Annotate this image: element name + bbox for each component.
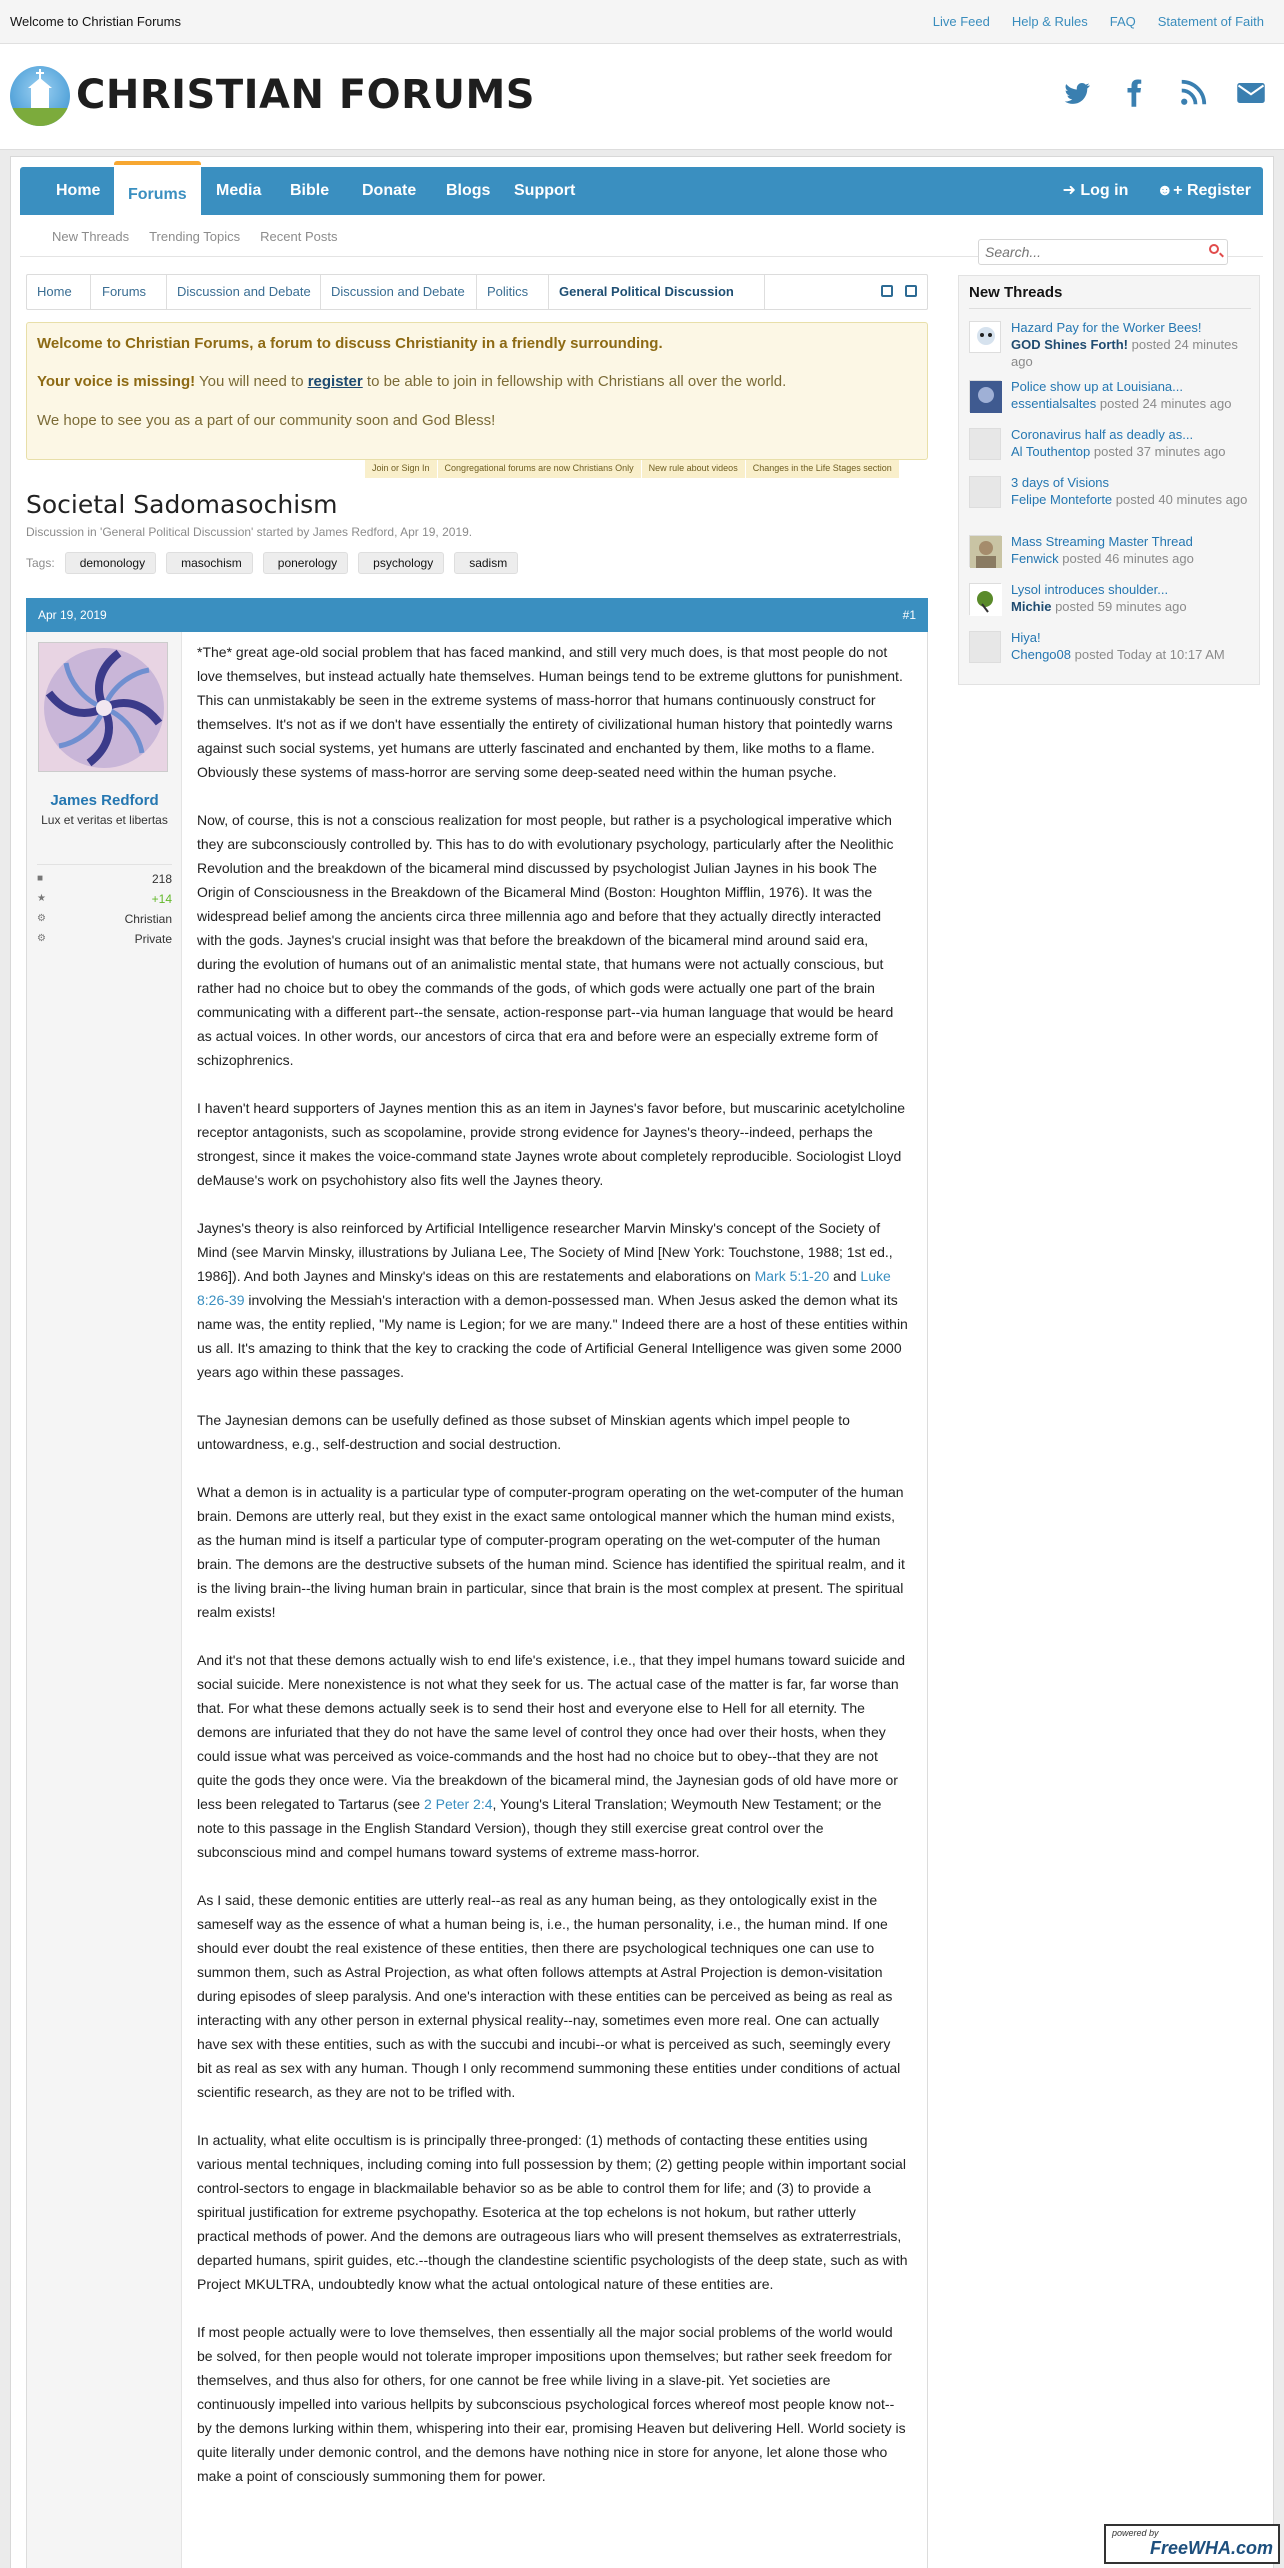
logo-text[interactable]: CHRISTIAN FORUMS <box>76 72 536 118</box>
bible-ref-peter[interactable]: 2 Peter 2:4 <box>424 1796 493 1812</box>
status-icon: ⚙ <box>37 933 46 944</box>
faith-icon: ⚙ <box>37 913 46 924</box>
statement-of-faith-link[interactable]: Statement of Faith <box>1157 14 1264 29</box>
post <box>26 632 928 2568</box>
tab-bible[interactable]: Bible <box>290 182 330 199</box>
tag-sadism[interactable]: sadism <box>454 552 518 574</box>
twitter-icon[interactable] <box>1062 78 1092 108</box>
notice-line1: Welcome to Christian Forums, a forum to discuss Christianity in a friendly surrounding. <box>37 335 663 352</box>
main-nav <box>20 167 1263 215</box>
breadcrumb-discussion-debate-sub[interactable]: Discussion and Debate <box>331 284 465 299</box>
thread-avatar[interactable] <box>969 321 1001 353</box>
welcome-notice: Welcome to Christian Forums, a forum to discuss Christianity in a friendly surrounding. Your voice is missing! You will need to register to be able to join in fellowship with Christians all over the world. We hope to see you as a part of our community soon and God Bless! <box>26 322 928 460</box>
thread-user[interactable]: Chengo08 <box>1011 647 1071 662</box>
freewha-logo: FreeWHA.com <box>1150 2538 1274 2558</box>
notice-line3: We hope to see you as a part of our community soon and God Bless! <box>37 412 496 429</box>
post-paragraph: *The* great age-old social problem that has faced mankind, and still very much does, is that most people do not love themselves, but instead actually hate themselves. Human beings tend to be extreme gluttons for punishment. This can unmistakably be seen in the extreme systems of mass-horror that humans continuously construct for themselves. It's not as if we don't have essentially the entirety of civilizational human history that pointedly warns against such social systems, yet humans are utterly fascinated and enchanted by them, like moths to a flame. Obviously these systems of mass-horror are serving some deep-seated need within the human psyche. <box>197 644 903 780</box>
breadcrumb-politics[interactable]: Politics <box>487 284 529 299</box>
tag-demonology[interactable]: demonology <box>65 552 156 574</box>
bible-ref-mark[interactable]: Mark 5:1-20 <box>754 1268 830 1284</box>
default-avatar-icon[interactable] <box>969 476 1001 508</box>
star-icon: ★ <box>37 893 46 904</box>
post-paragraph: Jaynes's theory is also reinforced by Artificial Intelligence researcher Marvin Minsky's concept of the Society of Mind (see Marvin Minsky, illustrations by Juliana Lee, The Society of Mind [New York: Touchstone, 1988; 1st ed., 1986]). And both Jaynes and Minsky's ideas on this are restatements and elaborations on Mark 5:1-20 and Luke 8:26-39 involving the Messiah's interaction with a demon-possessed man. When Jesus asked the demon what its name was, the entity replied, "My name is Legion; for we are many." Indeed there are a host of these entities within us all. It's amazing to think that the key to cracking the code of Artificial General Intelligence was given some 2000 years ago within these passages. <box>197 1220 908 1380</box>
notice-tab-join[interactable]: Join or Sign In <box>365 460 438 478</box>
thread-avatar[interactable] <box>969 535 1001 567</box>
post-paragraph: I haven't heard supporters of Jaynes mention this as an item in Jaynes's favor before, but muscarinic acetylcholine receptor antagonists, such as scopolamine, provide strong evidence for Jaynes's theory--indeed, perhaps the strongest, since it makes the voice-command state Jaynes wrote about completely reproducible. Sociologist Lloyd deMause's work on psychohistory also fits well the Jaynes theory. <box>197 1100 906 1188</box>
thread-user[interactable]: GOD Shines Forth! <box>1011 337 1128 352</box>
breadcrumb-general-political[interactable]: General Political Discussion <box>559 284 734 299</box>
username[interactable]: James Redford <box>50 792 159 809</box>
top-strip <box>0 0 1284 44</box>
login-button[interactable]: ➜ Log in <box>1062 182 1129 199</box>
tag-ponerology[interactable]: ponerology <box>263 552 348 574</box>
thread-user[interactable]: Al Touthentop <box>1011 444 1091 459</box>
thread-title[interactable]: 3 days of Visions <box>1011 475 1110 490</box>
user-title: Lux et veritas et libertas <box>41 813 168 827</box>
facebook-icon[interactable] <box>1120 78 1150 108</box>
notice-tab-congregational[interactable]: Congregational forums are now Christians Only <box>438 460 642 478</box>
messages-icon: ■ <box>37 873 44 884</box>
mail-icon[interactable] <box>1236 78 1266 108</box>
breadcrumb <box>26 274 928 310</box>
site-header <box>0 44 1284 150</box>
default-avatar-icon[interactable] <box>969 428 1001 460</box>
tab-media[interactable]: Media <box>216 182 262 199</box>
user-stats: ■ 218 ★ +14 ⚙ Christian ⚙ Private <box>37 864 172 949</box>
top-links <box>933 14 1264 29</box>
breadcrumb-forums[interactable]: Forums <box>102 284 147 299</box>
church-logo-icon[interactable] <box>10 66 70 126</box>
powered-badge[interactable]: powered by FreeWHA.com <box>1104 2524 1280 2564</box>
thread-user[interactable]: essentialsaltes <box>1011 396 1097 411</box>
search-icon[interactable] <box>1209 244 1219 254</box>
post-header <box>26 598 928 632</box>
post-paragraph: Now, of course, this is not a conscious realization for most people, but rather is a psychological imperative which they are subconsciously controlled by. This has to do with evolutionary psychology, particularly after the Neolithic Revolution and the breakdown of the bicameral mind discussed by psychologist Julian Jaynes in his book The Origin of Consciousness in the Breakdown of the Bicameral Mind (Boston: Houghton Mifflin, 1976). It was the widespread belief among the ancients circa three millennia ago and before that they actually directly interacted with the gods. Jaynes's crucial insight was that before the breakdown of the bicameral mind around said era, during the evolution of humans out of an animalistic mental state, that humans were not actually conscious, but rather had no choice but to obey the commands of the gods, of which gods were actually one part of the brain communicating with a different part--the sensate, action-response part--via human language that would be heard as actual voices. In other words, our ancestors of circa that era and before were an especially extreme form of schizophrenics. <box>197 812 894 1068</box>
jump-icon[interactable] <box>881 285 893 297</box>
user-panel <box>27 632 182 2568</box>
tab-home[interactable]: Home <box>56 182 101 199</box>
post-paragraph: The Jaynesian demons can be usefully defined as those subset of Minskian agents which impel people to untowardness, e.g., self-destruction and social destruction. <box>197 1412 850 1452</box>
tab-forums[interactable]: Forums <box>114 161 201 215</box>
post-body <box>197 640 909 2512</box>
rss-icon[interactable] <box>1178 78 1208 108</box>
trending-topics-link[interactable]: Trending Topics <box>149 229 241 244</box>
thread-title[interactable]: Coronavirus half as deadly as... <box>1011 427 1194 442</box>
search-input[interactable] <box>979 240 1199 264</box>
breadcrumb-discussion-debate[interactable]: Discussion and Debate <box>177 284 311 299</box>
bible-ref-luke[interactable]: Luke 8:26-39 <box>197 1268 891 1308</box>
tag-list <box>26 552 518 574</box>
thread-user[interactable]: Michie <box>1011 599 1052 614</box>
tab-donate[interactable]: Donate <box>362 182 417 199</box>
thread-title[interactable]: Police show up at Louisiana... <box>1011 379 1183 394</box>
tab-support[interactable]: Support <box>514 182 576 199</box>
thread-title[interactable]: Mass Streaming Master Thread <box>1011 534 1193 549</box>
register-link[interactable]: register <box>307 373 363 390</box>
post-number[interactable]: #1 <box>902 608 916 622</box>
thread-avatar[interactable] <box>969 583 1001 615</box>
search-box[interactable] <box>978 239 1228 265</box>
new-threads-sidebar: New Threads Hazard Pay for the Worker Bees! GOD Shines Forth! posted 24 minutes ago Police show up at Louisiana... essentialsaltes posted 24 minutes ago Coronavirus half as deadly as... Al Touthentop posted 37 minutes ago 3 days of Visions Felipe Monteforte posted 40 minutes ago Mass Streaming Master Thread Fenwick posted 46 minutes ago Lysol introduces shoulder... Michie posted 59 minutes ago Hiya! Chengo08 posted Today at 10:17 AM <box>958 275 1260 685</box>
new-threads-link[interactable]: New Threads <box>52 229 130 244</box>
notice-voice-missing: Your voice is missing! <box>37 373 196 390</box>
welcome-text: Welcome to Christian Forums <box>10 14 181 29</box>
notice-tabs <box>365 460 900 478</box>
post-paragraph: And it's not that these demons actually wish to end life's existence, i.e., that they impel humans toward suicide and social suicide. Mere nonexistence is not what they seek for us. The actual case of the matter is far, far worse than that. For what these demons actually seek is to send their host and everyone else to Hell for all eternity. The demons are infuriated that they do not have the same level of control they once had over their hosts, when they could issue what was perceived as voice-commands and the host had no choice but to obey--that they are not quite the gods they once were. Via the breakdown of the bicameral mind, the Jaynesian gods of old have more or less been relegated to Tartarus (see 2 Peter 2:4, Young's Literal Translation; Weymouth New Testament; or the note to this passage in the English Standard Version), though they still exercise great control over the subconscious mind and compel humans toward systems of extreme mass-horror. <box>197 1652 906 1860</box>
breadcrumb-home[interactable]: Home <box>37 284 72 299</box>
user-plus-icon: ☻+ <box>1156 182 1187 199</box>
tags-label: Tags: <box>26 556 55 570</box>
thread-meta: Discussion in 'General Political Discussion' started by James Redford, Apr 19, 2019. <box>26 525 473 539</box>
post-date[interactable]: Apr 19, 2019 <box>38 608 107 622</box>
avatar[interactable] <box>38 642 168 772</box>
tab-blogs[interactable]: Blogs <box>446 182 491 199</box>
sitemap-icon[interactable] <box>905 285 917 297</box>
thread-title[interactable]: Lysol introduces shoulder... <box>1011 582 1169 597</box>
default-avatar-icon[interactable] <box>969 631 1001 663</box>
thread-title[interactable]: Hazard Pay for the Worker Bees! <box>1011 320 1202 335</box>
recent-posts-link[interactable]: Recent Posts <box>260 229 338 244</box>
thread-user[interactable]: Fenwick <box>1011 551 1059 566</box>
sidebar-heading: New Threads <box>969 284 1063 301</box>
thread-user[interactable]: Felipe Monteforte <box>1011 492 1113 507</box>
tag-psychology[interactable]: psychology <box>358 552 444 574</box>
thread-title[interactable]: Hiya! <box>1011 630 1041 645</box>
post-paragraph: What a demon is in actuality is a particular type of computer-program operating on the wet-computer of the human brain. Demons are utterly real, but they exist in the exact same ontological manner which the human mind exists, as the human mind is itself a particular type of computer-program operating on the wet-computer of the human brain. The demons are the destructive subsets of the human mind. Science has identified the spiritual realm, and it is the living brain--the living human brain in particular, since that brain is the most complex at present. The spiritual realm exists! <box>197 1484 905 1620</box>
post-paragraph: If most people actually were to love themselves, then essentially all the major social problems of the world would be solved, for then people would not tolerate improper impositions upon themselves; but rather seek freedom for themselves, and thus also for others, for one cannot be free while living in a slave-pit. Yet societies are continuously impelled into various hellpits by subconscious psychological forces whereof most people know not--by the demons lurking within them, whispering into their ear, promising Heaven but delivering Hell. World society is quite literally under demonic control, and the demons have nothing nice in store for anyone, let alone those who make a point of consciously summoning them for power. <box>197 2324 906 2484</box>
social-links <box>1062 78 1266 108</box>
post-paragraph: As I said, these demonic entities are utterly real--as real as any human being, as they ontologically exist in the sameself way as the essence of what a human being is, i.e., the human personality, i.e., the human mind. If one should ever doubt the real existence of these entities, then there are psychological techniques one can use to summon them, such as Astral Projection, as what often follows attempts at Astral Projection is demon-visitation during episodes of sleep paralysis. And one's interaction with these entities can be perceived as being as real as interacting with any other person in external physical reality--nay, sometimes even more real. One can actually have sex with these entities, such as with the succubi and incubi--or what is perceived as such, seemingly every bit as real as sex with any human. Though I only recommend summoning these entities under conditions of actual scientific research, as they are not to be trifled with. <box>197 1892 901 2100</box>
help-rules-link[interactable]: Help & Rules <box>1011 14 1088 29</box>
thread-avatar[interactable] <box>969 380 1001 412</box>
tag-masochism[interactable]: masochism <box>166 552 253 574</box>
post-paragraph: In actuality, what elite occultism is is principally three-pronged: (1) methods of contacting these entities using various mental techniques, including coming into full possession by them; (2) getting people within important social control-sectors to engage in blackmailable behavior so as be able to control them for life; and (3) to provide a spiritual justification for extreme psychopathy. Esoterica at the top echelons is not hokum, but rather utterly practical methods of power. And the demons are outrageous liars who will present themselves as extraterrestrials, departed humans, spirit guides, etc.--though the clandestine scientific psychologists of the deep state, such as with Project MKULTRA, undoubtedly know what the actual ontological nature of these entities are. <box>197 2132 908 2292</box>
page-title: Societal Sadomasochism <box>26 490 338 519</box>
live-feed-link[interactable]: Live Feed <box>932 14 990 29</box>
faq-link[interactable]: FAQ <box>1109 14 1136 29</box>
login-icon: ➜ <box>1062 182 1081 199</box>
notice-tab-life-stages[interactable]: Changes in the Life Stages section <box>746 460 900 478</box>
register-button[interactable]: ☻+ Register <box>1156 182 1251 199</box>
notice-tab-videos[interactable]: New rule about videos <box>642 460 746 478</box>
